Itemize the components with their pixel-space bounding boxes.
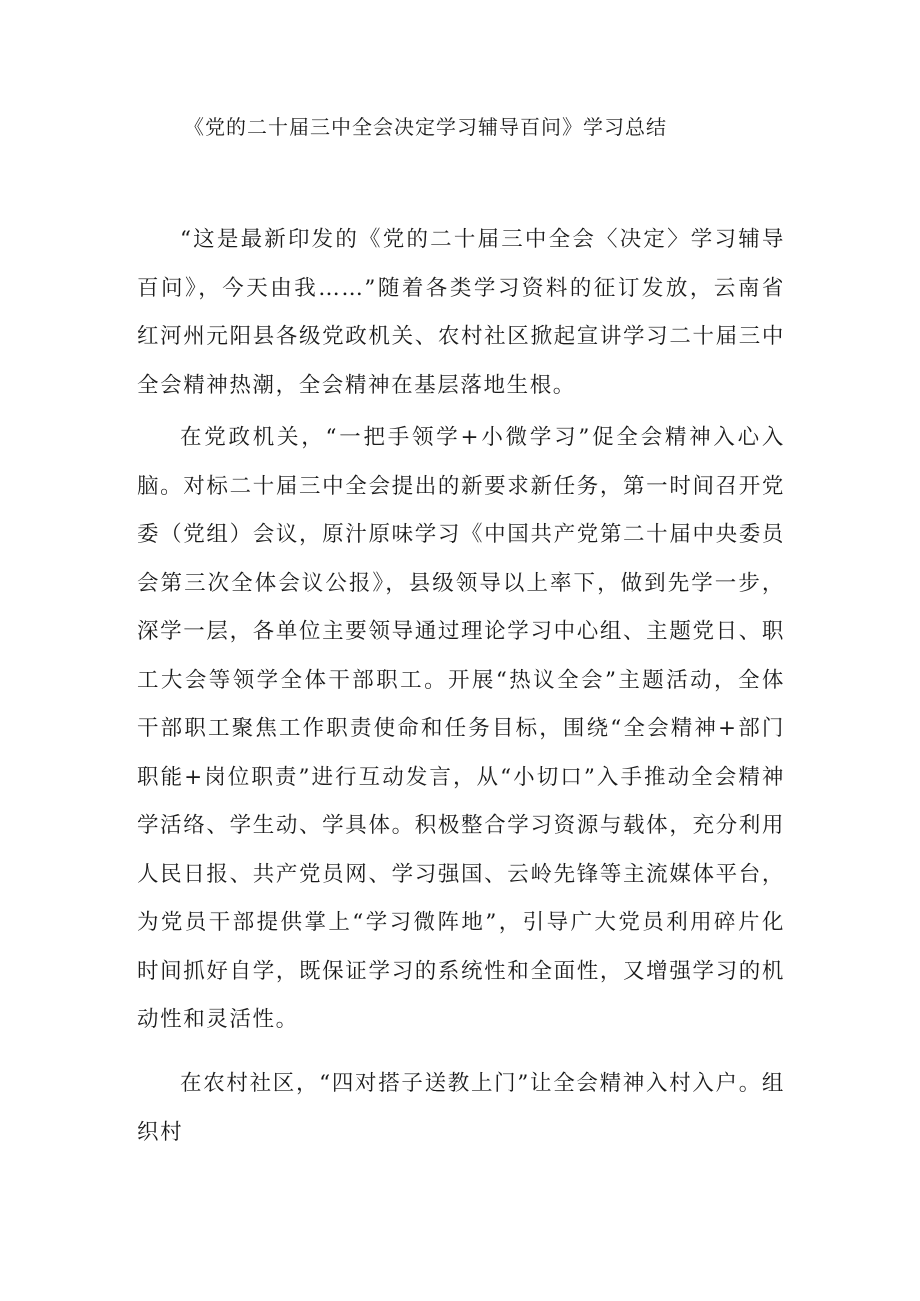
paragraph-rural-communities: 在农村社区，“四对搭子送教上门”让全会精神入村入户。组织村 xyxy=(137,1071,785,1145)
document-title: 《党的二十届三中全会决定学习辅导百问》学习总结 xyxy=(184,115,667,139)
paragraph-party-organs: 在党政机关，“一把手领学+小微学习”促全会精神入心入脑。对标二十届三中全会提出的新要求新任务，第一时间召开党委（党组）会议，原汁原味学习《中国共产党第二十届中央委员会第三次全体会议公报》，县级领导以上率下，做到先学一步，深学一层，各单位主要领导通过理论学习中心组、主题党日、职工大会等领学全体干部职工。开展“热议全会”主题活动，全体干部职工聚焦工作职责使命和任务目标，围绕“全会精神+部门职能+岗位职责”进行互动发言，从“小切口”入手推动全会精神学活络、学生动、学具体。积极整合学习资源与载体，充分利用人民日报、共产党员网、学习强国、云岭先锋等主流媒体平台，为党员干部提供掌上“学习微阵地”，引导广大党员利用碎片化时间抓好自学，既保证学习的系统性和全面性，又增强学习的机动性和灵活性。 xyxy=(137,425,785,1032)
paragraph-intro: “这是最新印发的《党的二十届三中全会〈决定〉学习辅导百问》，今天由我……”随着各类学习资料的征订发放，云南省红河州元阳县各级党政机关、农村社区掀起宣讲学习二十届三中全会精神热潮，全会精神在基层落地生根。 xyxy=(137,227,785,398)
